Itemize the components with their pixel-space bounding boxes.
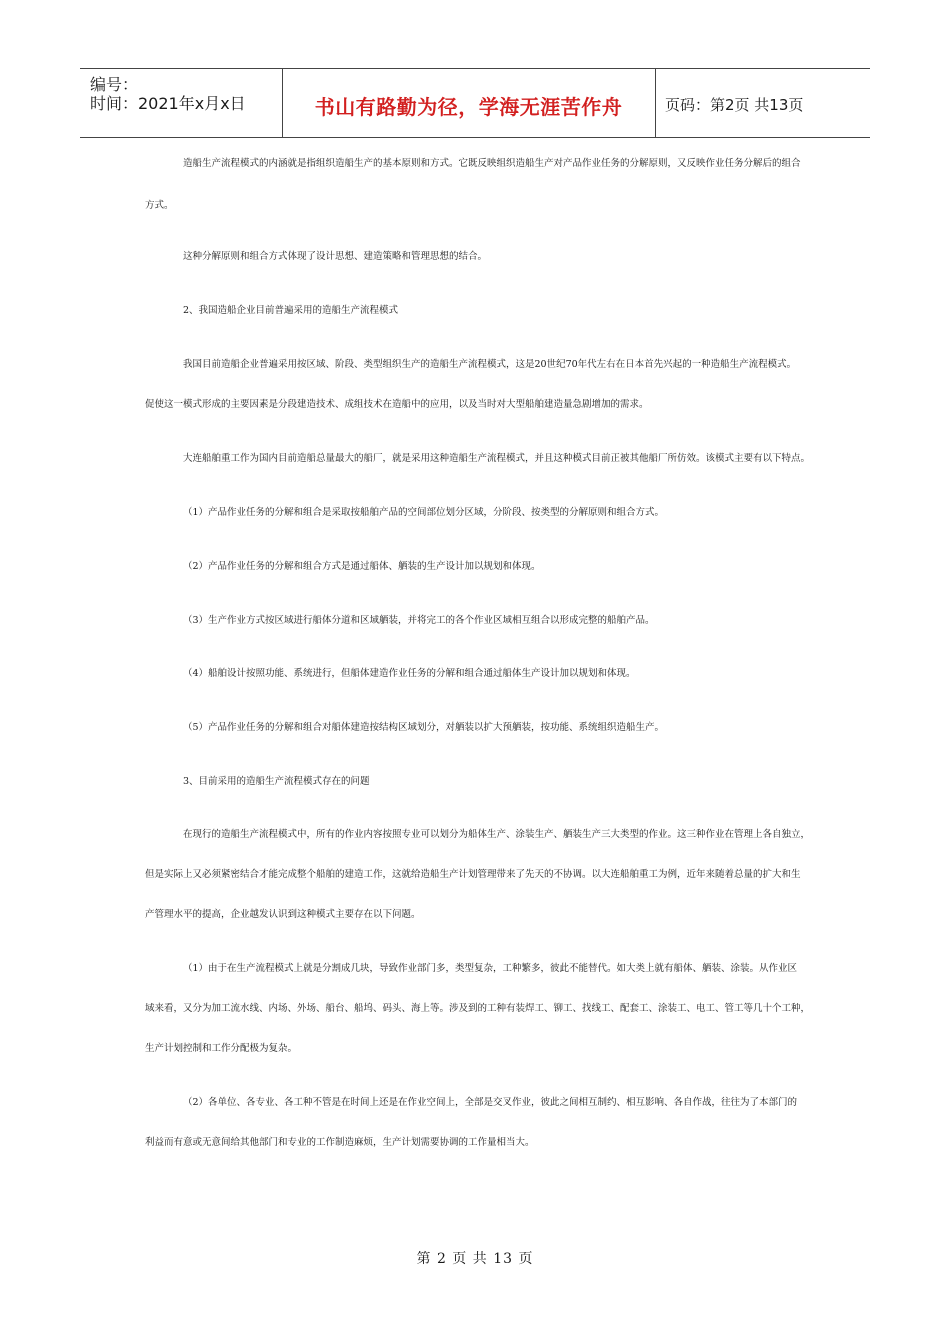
body-line: 方式。: [145, 200, 174, 211]
page-footer: 第 2 页 共 13 页: [416, 1251, 534, 1267]
header-meta-cell: [80, 69, 283, 137]
body-line: 造船生产流程模式的内涵就是指组织造船生产的基本原则和方式。它既反映组织造船生产对产品作业任务的分解原则，又反映作业任务分解后的组合: [183, 158, 801, 169]
list-item: （4）船舶设计按照功能、系统进行，但船体建造作业任务的分解和组合通过船体生产设计加以规划和体现。: [183, 668, 636, 679]
body-line: 生产计划控制和工作分配极为复杂。: [145, 1043, 298, 1054]
body-line: 但是实际上又必须紧密结合才能完成整个船舶的建造工作，这就给造船生产计划管理带来了先天的不协调。以大连船舶重工为例，近年来随着总量的扩大和生: [145, 869, 801, 880]
section-heading: 2、我国造船企业目前普遍采用的造船生产流程模式: [183, 305, 399, 316]
body-line: （2）各单位、各专业、各工种不管是在时间上还是在作业空间上，全部是交叉作业，彼此之间相互制约、相互影响、各自作战，往往为了本部门的: [183, 1097, 798, 1108]
motto: 书山有路勤为径，学海无涯苦作舟: [314, 95, 623, 119]
body-line: 这种分解原则和组合方式体现了设计思想、建造策略和管理思想的结合。: [183, 251, 488, 262]
body-line: （1）由于在生产流程模式上就是分割成几块，导致作业部门多，类型复杂，工种繁多，彼此不能替代。如大类上就有船体、舾装、涂装。从作业区: [183, 963, 798, 974]
body-line: 大连船舶重工作为国内目前造船总量最大的船厂，就是采用这种造船生产流程模式，并且这种模式目前正被其他船厂所仿效。该模式主要有以下特点。: [183, 453, 811, 464]
page-number-label: 页码：第2页 共13页: [665, 96, 804, 114]
section-heading: 3、目前采用的造船生产流程模式存在的问题: [183, 776, 370, 787]
body-line: 利益而有意或无意间给其他部门和专业的工作制造麻烦，生产计划需要协调的工作量相当大。: [145, 1137, 535, 1148]
body-line: 域来看，又分为加工流水线、内场、外场、船台、船坞、码头、海上等。涉及到的工种有装焊工、铆工、找线工、配套工、涂装工、电工、管工等几十个工种，: [145, 1003, 811, 1014]
list-item: （1）产品作业任务的分解和组合是采取按船舶产品的空间部位划分区域，分阶段、按类型的分解原则和组合方式。: [183, 507, 665, 518]
body-line: 我国目前造船企业普遍采用按区域、阶段、类型组织生产的造船生产流程模式，这是20世纪70年代左右在日本首先兴起的一种造船生产流程模式。: [183, 359, 797, 370]
number-label: 编号：: [90, 75, 139, 94]
time-label: 时间：2021年x月x日: [90, 94, 246, 113]
list-item: （5）产品作业任务的分解和组合对船体建造按结构区域划分，对舾装以扩大预舾装，按功能、系统组织造船生产。: [183, 722, 665, 733]
header-page-cell: [655, 69, 870, 137]
body-line: 促使这一模式形成的主要因素是分段建造技术、成组技术在造船中的应用，以及当时对大型船舶建造量急剧增加的需求。: [145, 399, 649, 410]
body-line: 产管理水平的提高，企业越发认识到这种模式主要存在以下问题。: [145, 909, 421, 920]
list-item: （2）产品作业任务的分解和组合方式是通过船体、舾装的生产设计加以规划和体现。: [183, 561, 541, 572]
body-line: 在现行的造船生产流程模式中，所有的作业内容按照专业可以划分为船体生产、涂装生产、舾装生产三大类型的作业。这三种作业在管理上各自独立，: [183, 829, 811, 840]
page-header: [80, 68, 870, 138]
list-item: （3）生产作业方式按区域进行船体分道和区域舾装，并将完工的各个作业区域相互组合以形成完整的船舶产品。: [183, 615, 655, 626]
header-motto-cell: [282, 69, 656, 137]
